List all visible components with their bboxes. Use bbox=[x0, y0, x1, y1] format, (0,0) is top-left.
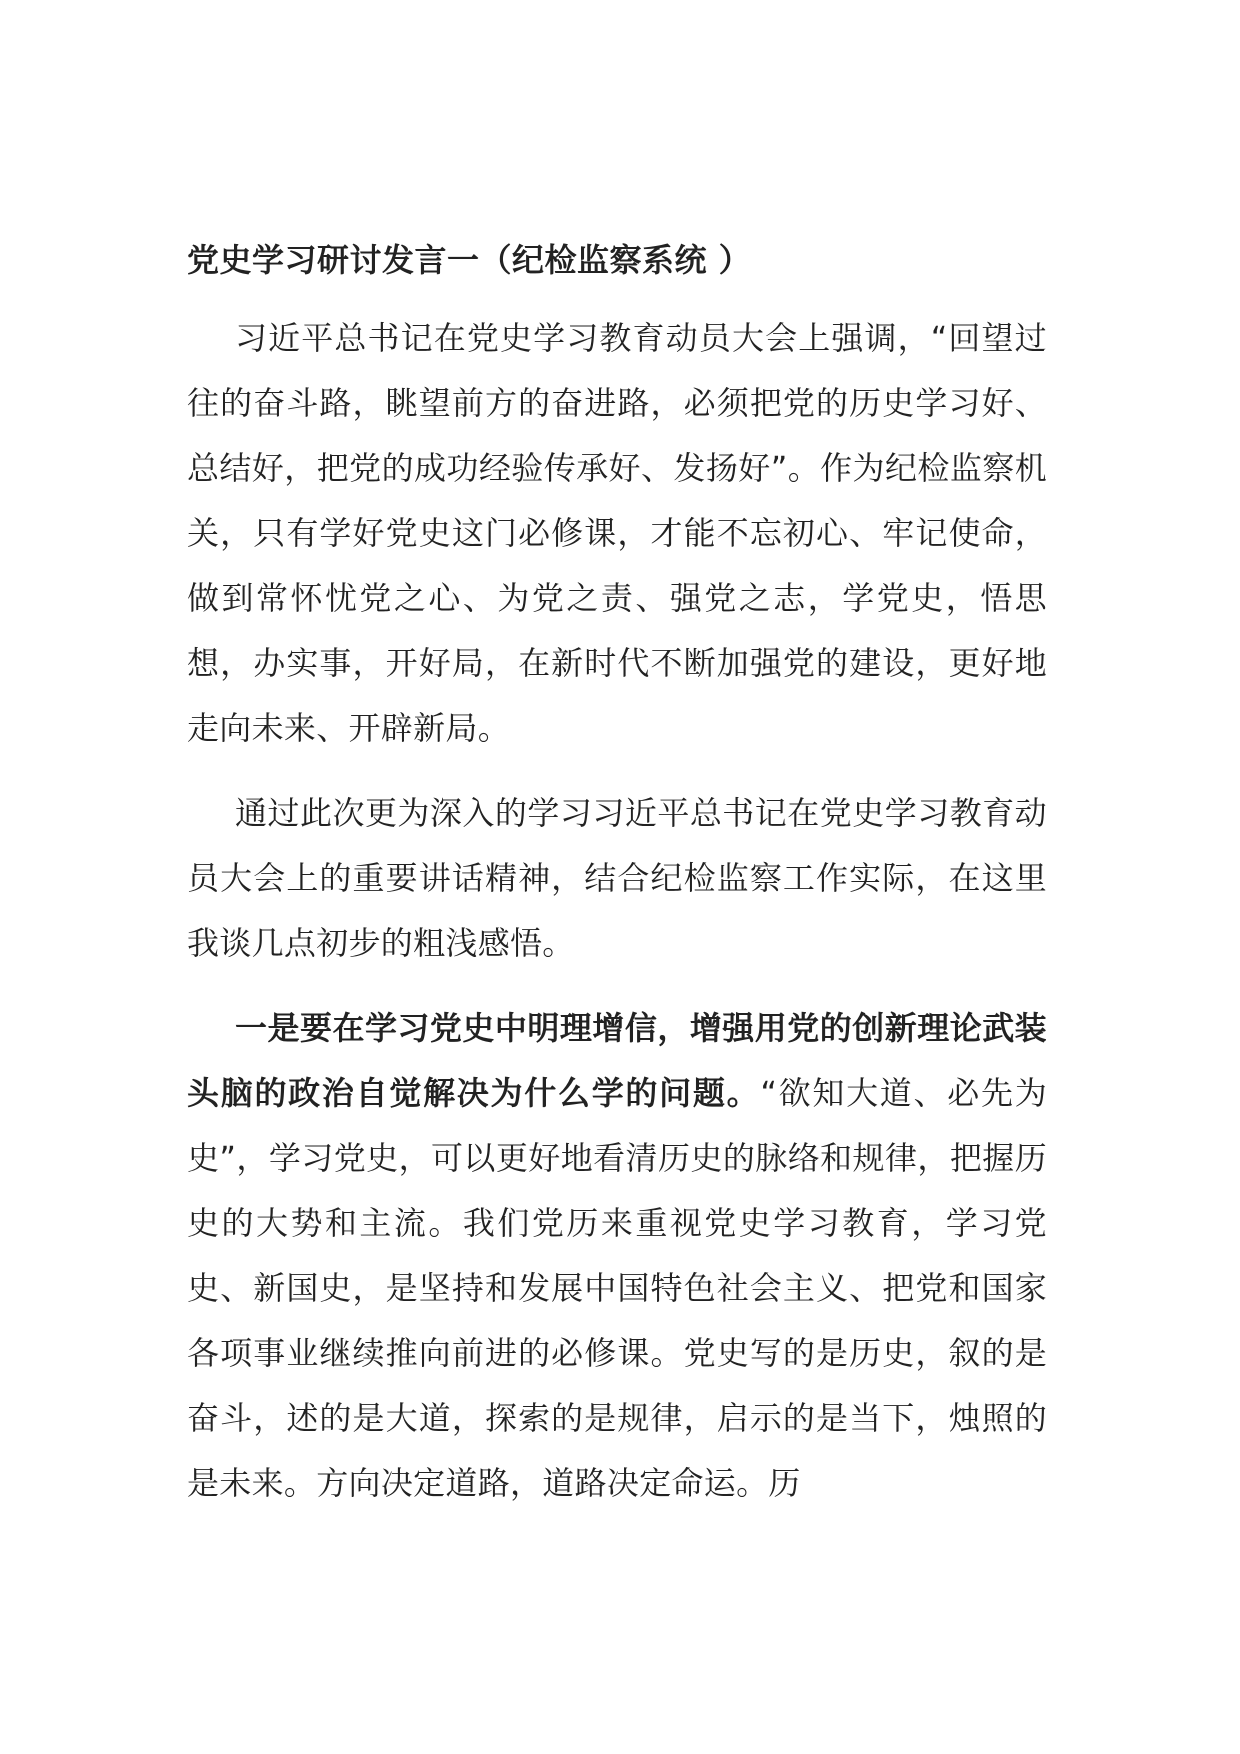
paragraph-2 bbox=[187, 781, 1047, 976]
paragraph-2-text: 通过此次更为深入的学习习近平总书记在党史学习教育动员大会上的重要讲话精神，结合纪检监察工作实际，在这里我谈几点初步的粗浅感悟。 bbox=[187, 794, 1047, 962]
paragraph-3 bbox=[187, 996, 1047, 1516]
document-body bbox=[187, 232, 1047, 1536]
paragraph-1 bbox=[187, 306, 1047, 761]
paragraph-3-bold-lead: 一是要在学习党史中明理增信，增强用党的创新理论武装头脑的政治自觉解决为什么学的问题。 bbox=[187, 1009, 1047, 1112]
paragraph-3-text: “欲知大道、必先为史”，学习党史，可以更好地看清历史的脉络和规律，把握历史的大势和主流。我们党历来重视党史学习教育，学习党史、新国史，是坚持和发展中国特色社会主义、把党和国家各项事业继续推向前进的必修课。党史写的是历史，叙的是奋斗，述的是大道，探索的是规律，启示的是当下，烛照的是未来。方向决定道路，道路决定命运。历 bbox=[187, 1074, 1048, 1502]
document-title: 党史学习研讨发言一（纪检监察系统 ） bbox=[187, 241, 752, 279]
paragraph-1-text: 习近平总书记在党史学习教育动员大会上强调，“回望过往的奋斗路，眺望前方的奋进路，必须把党的历史学习好、总结好，把党的成功经验传承好、发扬好”。作为纪检监察机关，只有学好党史这门必修课，才能不忘初心、牢记使命，做到常怀忧党之心、为党之责、强党之志，学党史，悟思想，办实事，开好局，在新时代不断加强党的建设，更好地走向未来、开辟新局。 bbox=[187, 319, 1047, 747]
